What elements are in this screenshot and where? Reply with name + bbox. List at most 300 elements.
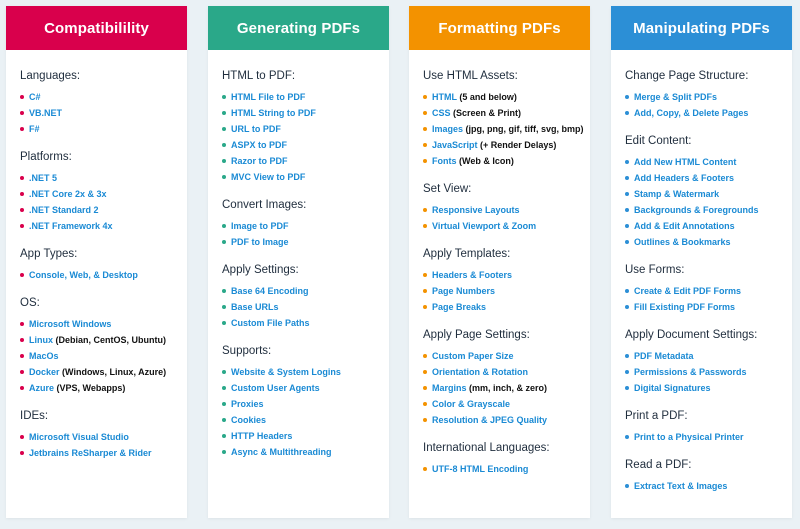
- feature-item-text: [29, 203, 99, 217]
- feature-item: [20, 317, 181, 331]
- bullet-icon: [20, 95, 24, 99]
- feature-item-text: [432, 90, 517, 104]
- feature-link[interactable]: Color & Grayscale: [432, 399, 511, 409]
- feature-item-text: [634, 235, 731, 249]
- feature-section: [20, 410, 181, 460]
- feature-link[interactable]: Resolution & JPEG Quality: [432, 415, 548, 425]
- bullet-icon: [625, 354, 629, 358]
- feature-link[interactable]: Linux: [29, 335, 53, 345]
- feature-link[interactable]: ASPX to PDF: [231, 140, 288, 150]
- feature-item-text: [432, 203, 520, 217]
- bullet-icon: [423, 418, 427, 422]
- feature-section: [625, 70, 786, 120]
- bullet-icon: [625, 289, 629, 293]
- feature-item-text: [231, 429, 292, 443]
- bullet-icon: [222, 240, 226, 244]
- feature-item: [20, 122, 181, 136]
- feature-item: [222, 154, 383, 168]
- feature-item-text: [634, 365, 747, 379]
- column-body: [6, 50, 187, 460]
- feature-section: [423, 248, 584, 314]
- feature-link[interactable]: .NET Standard 2: [29, 205, 99, 215]
- feature-section: [20, 70, 181, 136]
- feature-link[interactable]: Margins: [432, 383, 467, 393]
- feature-detail: (Debian, CentOS, Ubuntu): [55, 335, 167, 345]
- feature-link[interactable]: Docker: [29, 367, 60, 377]
- feature-link[interactable]: Cookies: [231, 415, 267, 425]
- bullet-icon: [20, 224, 24, 228]
- bullet-icon: [222, 127, 226, 131]
- bullet-icon: [20, 127, 24, 131]
- feature-item: [423, 219, 584, 233]
- column-compat: [6, 6, 187, 518]
- feature-item: [625, 381, 786, 395]
- feature-link[interactable]: Add Headers & Footers: [634, 173, 735, 183]
- feature-item: [222, 300, 383, 314]
- bullet-icon: [625, 370, 629, 374]
- feature-link[interactable]: Responsive Layouts: [432, 205, 520, 215]
- feature-link[interactable]: Custom File Paths: [231, 318, 310, 328]
- feature-item-text: [634, 90, 717, 104]
- feature-detail: (VPS, Webapps): [56, 383, 126, 393]
- feature-item-text: [231, 122, 281, 136]
- bullet-icon: [222, 305, 226, 309]
- bullet-icon: [20, 322, 24, 326]
- feature-item-text: [634, 203, 759, 217]
- column-manipulating: [611, 6, 792, 518]
- feature-item: [625, 203, 786, 217]
- feature-item-text: [634, 381, 711, 395]
- feature-item: [423, 203, 584, 217]
- feature-item: [423, 154, 584, 168]
- section-title: Set View:: [423, 183, 472, 195]
- bullet-icon: [222, 450, 226, 454]
- feature-item: [625, 284, 786, 298]
- feature-item: [625, 365, 786, 379]
- feature-section: [20, 297, 181, 395]
- column-body: [611, 50, 792, 493]
- feature-item-text: [634, 349, 694, 363]
- feature-link[interactable]: Proxies: [231, 399, 264, 409]
- bullet-icon: [423, 111, 427, 115]
- feature-link[interactable]: Async & Multithreading: [231, 447, 332, 457]
- bullet-icon: [423, 386, 427, 390]
- feature-item-text: [231, 445, 332, 459]
- bullet-icon: [625, 305, 629, 309]
- bullet-icon: [20, 176, 24, 180]
- feature-link[interactable]: .NET Core 2x & 3x: [29, 189, 107, 199]
- feature-item: [222, 316, 383, 330]
- section-title: Read a PDF:: [625, 459, 692, 471]
- feature-item-text: [29, 106, 62, 120]
- bullet-icon: [625, 484, 629, 488]
- feature-section: [625, 329, 786, 395]
- section-title: Change Page Structure:: [625, 70, 749, 82]
- bullet-icon: [625, 435, 629, 439]
- feature-link[interactable]: MacOs: [29, 351, 59, 361]
- feature-section: [625, 459, 786, 493]
- feature-item-text: [634, 479, 727, 493]
- feature-item-text: [29, 187, 107, 201]
- feature-item: [625, 106, 786, 120]
- bullet-icon: [423, 127, 427, 131]
- feature-link[interactable]: HTML String to PDF: [231, 108, 316, 118]
- feature-link[interactable]: Website & System Logins: [231, 367, 341, 377]
- feature-section: [625, 135, 786, 249]
- feature-link[interactable]: Stamp & Watermark: [634, 189, 720, 199]
- feature-item-text: [29, 90, 41, 104]
- bullet-icon: [222, 143, 226, 147]
- feature-item-text: [231, 90, 305, 104]
- feature-item-text: [634, 106, 748, 120]
- feature-item: [20, 219, 181, 233]
- feature-item-text: [432, 397, 510, 411]
- feature-item: [625, 430, 786, 444]
- feature-item-text: [634, 300, 735, 314]
- feature-item: [625, 155, 786, 169]
- feature-item-text: [634, 171, 734, 185]
- feature-item: [20, 333, 181, 347]
- feature-item-text: [29, 430, 129, 444]
- feature-item-text: [231, 381, 320, 395]
- section-title: Supports:: [222, 345, 272, 357]
- feature-link[interactable]: PDF to Image: [231, 237, 289, 247]
- bullet-icon: [222, 321, 226, 325]
- section-title: Apply Document Settings:: [625, 329, 758, 341]
- feature-link[interactable]: Fonts: [432, 156, 457, 166]
- bullet-icon: [222, 386, 226, 390]
- bullet-icon: [20, 273, 24, 277]
- feature-item: [20, 187, 181, 201]
- bullet-icon: [423, 224, 427, 228]
- feature-section: [423, 442, 584, 476]
- feature-item-text: [432, 413, 547, 427]
- feature-item-text: [432, 154, 514, 168]
- bullet-icon: [20, 338, 24, 342]
- feature-item: [423, 365, 584, 379]
- feature-item: [625, 171, 786, 185]
- section-title: OS:: [20, 297, 40, 309]
- feature-item: [625, 187, 786, 201]
- feature-link[interactable]: Jetbrains ReSharper & Rider: [29, 448, 152, 458]
- bullet-icon: [423, 354, 427, 358]
- feature-section: [20, 151, 181, 233]
- bullet-icon: [20, 451, 24, 455]
- feature-link[interactable]: UTF-8 HTML Encoding: [432, 464, 529, 474]
- feature-item: [20, 106, 181, 120]
- feature-item: [20, 203, 181, 217]
- feature-link[interactable]: Microsoft Visual Studio: [29, 432, 129, 442]
- feature-detail: (Web & Icon): [459, 156, 514, 166]
- feature-item: [20, 381, 181, 395]
- feature-item-text: [432, 138, 556, 152]
- column-header: Formatting PDFs: [409, 6, 590, 50]
- feature-link[interactable]: HTTP Headers: [231, 431, 293, 441]
- bullet-icon: [423, 402, 427, 406]
- feature-item-text: [231, 316, 310, 330]
- feature-item: [20, 268, 181, 282]
- bullet-icon: [222, 289, 226, 293]
- section-title: Print a PDF:: [625, 410, 688, 422]
- feature-link[interactable]: Page Breaks: [432, 302, 487, 312]
- feature-link[interactable]: Add & Edit Annotations: [634, 221, 735, 231]
- feature-item: [423, 300, 584, 314]
- bullet-icon: [20, 208, 24, 212]
- feature-item-text: [634, 284, 741, 298]
- bullet-icon: [625, 224, 629, 228]
- feature-item: [423, 462, 584, 476]
- bullet-icon: [222, 175, 226, 179]
- bullet-icon: [625, 160, 629, 164]
- feature-link[interactable]: PDF Metadata: [634, 351, 694, 361]
- bullet-icon: [423, 208, 427, 212]
- bullet-icon: [20, 111, 24, 115]
- feature-link[interactable]: Digital Signatures: [634, 383, 711, 393]
- feature-item-text: [29, 219, 113, 233]
- section-title: App Types:: [20, 248, 78, 260]
- feature-item-text: [432, 219, 536, 233]
- bullet-icon: [625, 386, 629, 390]
- feature-item: [423, 349, 584, 363]
- feature-link[interactable]: Images: [432, 124, 464, 134]
- feature-section: [222, 345, 383, 459]
- feature-link[interactable]: CSS: [432, 108, 451, 118]
- feature-link[interactable]: Base URLs: [231, 302, 279, 312]
- feature-item: [222, 429, 383, 443]
- feature-item: [222, 365, 383, 379]
- feature-link[interactable]: Outlines & Bookmarks: [634, 237, 731, 247]
- feature-item: [222, 170, 383, 184]
- section-title: IDEs:: [20, 410, 49, 422]
- feature-item: [625, 235, 786, 249]
- feature-item: [423, 106, 584, 120]
- feature-item: [423, 284, 584, 298]
- bullet-icon: [625, 208, 629, 212]
- feature-item: [625, 219, 786, 233]
- feature-item: [222, 445, 383, 459]
- column-header: Manipulating PDFs: [611, 6, 792, 50]
- feature-item: [222, 381, 383, 395]
- feature-link[interactable]: Virtual Viewport & Zoom: [432, 221, 537, 231]
- feature-link[interactable]: URL to PDF: [231, 124, 281, 134]
- feature-section: [222, 264, 383, 330]
- feature-item: [625, 90, 786, 104]
- feature-item-text: [634, 155, 736, 169]
- bullet-icon: [625, 176, 629, 180]
- feature-link[interactable]: Print to a Physical Printer: [634, 432, 744, 442]
- feature-link[interactable]: HTML File to PDF: [231, 92, 306, 102]
- feature-link[interactable]: Add, Copy, & Delete Pages: [634, 108, 749, 118]
- feature-item-text: [29, 122, 40, 136]
- feature-item-text: [231, 300, 279, 314]
- feature-item: [222, 90, 383, 104]
- section-title: Languages:: [20, 70, 81, 82]
- feature-link[interactable]: Console, Web, & Desktop: [29, 270, 138, 280]
- bullet-icon: [423, 95, 427, 99]
- feature-item-text: [432, 365, 528, 379]
- feature-item-text: [432, 381, 547, 395]
- feature-item: [20, 349, 181, 363]
- feature-item-text: [231, 365, 341, 379]
- feature-item: [20, 446, 181, 460]
- feature-item-text: [231, 219, 289, 233]
- feature-item-text: [29, 333, 166, 347]
- feature-section: [423, 329, 584, 427]
- feature-item: [222, 122, 383, 136]
- feature-link[interactable]: Image to PDF: [231, 221, 289, 231]
- feature-item-text: [231, 154, 288, 168]
- section-title: Platforms:: [20, 151, 72, 163]
- section-title: Edit Content:: [625, 135, 692, 147]
- feature-link[interactable]: Orientation & Rotation: [432, 367, 528, 377]
- feature-item-text: [432, 284, 495, 298]
- feature-item: [423, 268, 584, 282]
- bullet-icon: [625, 192, 629, 196]
- feature-link[interactable]: MVC View to PDF: [231, 172, 306, 182]
- feature-link[interactable]: JavaScript: [432, 140, 478, 150]
- feature-item-text: [432, 300, 486, 314]
- bullet-icon: [625, 111, 629, 115]
- feature-link[interactable]: Custom User Agents: [231, 383, 320, 393]
- feature-link[interactable]: Custom Paper Size: [432, 351, 514, 361]
- feature-item: [423, 413, 584, 427]
- bullet-icon: [222, 434, 226, 438]
- feature-item-text: [231, 413, 266, 427]
- feature-item-text: [29, 317, 111, 331]
- feature-item: [20, 171, 181, 185]
- section-title: Convert Images:: [222, 199, 307, 211]
- section-title: HTML to PDF:: [222, 70, 296, 82]
- feature-link[interactable]: HTML: [432, 92, 457, 102]
- feature-item-text: [432, 349, 514, 363]
- section-title: Use HTML Assets:: [423, 70, 518, 82]
- feature-detail: (Windows, Linux, Azure): [62, 367, 167, 377]
- feature-link[interactable]: Headers & Footers: [432, 270, 513, 280]
- feature-section: [20, 248, 181, 282]
- section-title: Use Forms:: [625, 264, 685, 276]
- feature-item: [423, 90, 584, 104]
- feature-item: [20, 365, 181, 379]
- feature-item-text: [29, 349, 59, 363]
- feature-item-text: [432, 122, 584, 136]
- bullet-icon: [423, 159, 427, 163]
- feature-link[interactable]: Backgrounds & Foregrounds: [634, 205, 759, 215]
- bullet-icon: [222, 370, 226, 374]
- feature-link[interactable]: VB.NET: [29, 108, 63, 118]
- feature-link[interactable]: Create & Edit PDF Forms: [634, 286, 742, 296]
- feature-detail: (jpg, png, gif, tiff, svg, bmp): [465, 124, 584, 134]
- feature-link[interactable]: Add New HTML Content: [634, 157, 737, 167]
- feature-item-text: [231, 284, 309, 298]
- feature-detail: (5 and below): [459, 92, 517, 102]
- feature-link[interactable]: Merge & Split PDFs: [634, 92, 718, 102]
- bullet-icon: [423, 370, 427, 374]
- feature-item: [423, 122, 584, 136]
- feature-item: [625, 479, 786, 493]
- bullet-icon: [20, 354, 24, 358]
- bullet-icon: [20, 435, 24, 439]
- feature-item: [222, 284, 383, 298]
- feature-item-text: [634, 187, 719, 201]
- feature-link[interactable]: .NET 5: [29, 173, 58, 183]
- feature-detail: (+ Render Delays): [480, 140, 557, 150]
- bullet-icon: [423, 143, 427, 147]
- feature-detail: (mm, inch, & zero): [469, 383, 548, 393]
- feature-item: [222, 106, 383, 120]
- feature-item: [222, 138, 383, 152]
- column-body: [409, 50, 590, 476]
- feature-section: [625, 264, 786, 314]
- feature-link[interactable]: Microsoft Windows: [29, 319, 112, 329]
- feature-item-text: [634, 430, 744, 444]
- bullet-icon: [222, 224, 226, 228]
- feature-detail: (Screen & Print): [453, 108, 522, 118]
- feature-item: [222, 413, 383, 427]
- feature-item-text: [29, 446, 152, 460]
- bullet-icon: [20, 370, 24, 374]
- column-header: Compatibilility: [6, 6, 187, 50]
- bullet-icon: [423, 467, 427, 471]
- feature-item: [20, 90, 181, 104]
- feature-item: [423, 381, 584, 395]
- feature-link[interactable]: Extract Text & Images: [634, 481, 728, 491]
- feature-section: [423, 70, 584, 168]
- section-title: Apply Templates:: [423, 248, 511, 260]
- column-formatting: [409, 6, 590, 518]
- section-title: Apply Page Settings:: [423, 329, 530, 341]
- feature-item: [20, 430, 181, 444]
- feature-item-text: [231, 138, 287, 152]
- bullet-icon: [423, 289, 427, 293]
- bullet-icon: [423, 305, 427, 309]
- feature-item-text: [231, 106, 316, 120]
- bullet-icon: [222, 111, 226, 115]
- feature-link[interactable]: C#: [29, 92, 41, 102]
- bullet-icon: [222, 418, 226, 422]
- bullet-icon: [222, 159, 226, 163]
- feature-link[interactable]: Azure: [29, 383, 55, 393]
- feature-item: [625, 349, 786, 363]
- feature-link[interactable]: Permissions & Passwords: [634, 367, 747, 377]
- bullet-icon: [222, 402, 226, 406]
- feature-link[interactable]: F#: [29, 124, 40, 134]
- column-generating: [208, 6, 389, 518]
- feature-item-text: [231, 397, 264, 411]
- feature-section: [222, 70, 383, 184]
- bullet-icon: [222, 95, 226, 99]
- feature-section: [423, 183, 584, 233]
- feature-item-text: [29, 381, 125, 395]
- bullet-icon: [423, 273, 427, 277]
- bullet-icon: [20, 192, 24, 196]
- feature-item: [625, 300, 786, 314]
- bullet-icon: [625, 95, 629, 99]
- feature-item-text: [29, 365, 166, 379]
- feature-item-text: [432, 462, 528, 476]
- feature-link[interactable]: Page Numbers: [432, 286, 496, 296]
- feature-item: [423, 138, 584, 152]
- feature-item: [222, 397, 383, 411]
- feature-item-text: [432, 268, 512, 282]
- bullet-icon: [625, 240, 629, 244]
- feature-link[interactable]: Fill Existing PDF Forms: [634, 302, 736, 312]
- feature-link[interactable]: .NET Framework 4x: [29, 221, 113, 231]
- feature-link[interactable]: Razor to PDF: [231, 156, 288, 166]
- feature-item-text: [231, 170, 305, 184]
- feature-section: [222, 199, 383, 249]
- feature-link[interactable]: Base 64 Encoding: [231, 286, 309, 296]
- column-header: Generating PDFs: [208, 6, 389, 50]
